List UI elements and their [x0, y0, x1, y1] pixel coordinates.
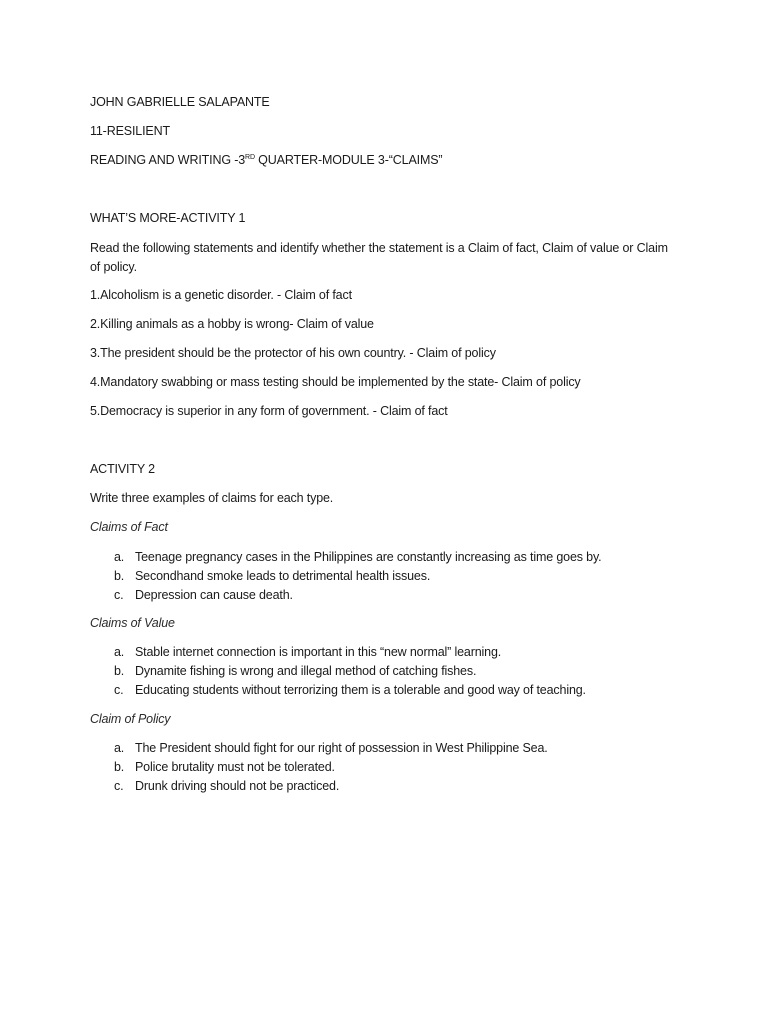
group-title-claim-of-policy: Claim of Policy — [90, 712, 171, 726]
list-marker: c. — [114, 779, 124, 793]
activity1-heading: WHAT’S MORE-ACTIVITY 1 — [90, 211, 246, 225]
list-marker: c. — [114, 588, 124, 602]
activity1-item: 4.Mandatory swabbing or mass testing should be implemented by the state- Claim of policy — [90, 375, 581, 389]
activity1-item: 3.The president should be the protector of his own country. - Claim of policy — [90, 346, 496, 360]
list-item-text: Secondhand smoke leads to detrimental health issues. — [135, 569, 431, 583]
activity2-heading: ACTIVITY 2 — [90, 462, 155, 476]
title-prefix: READING AND WRITING -3 — [90, 153, 246, 167]
activity1-item: 1.Alcoholism is a genetic disorder. - Claim of fact — [90, 288, 352, 302]
list-item-text: Depression can cause death. — [135, 588, 293, 602]
list-marker: b. — [114, 664, 125, 678]
activity1-item: 2.Killing animals as a hobby is wrong- Claim of value — [90, 317, 374, 331]
list-item-text: Police brutality must not be tolerated. — [135, 760, 335, 774]
list-marker: a. — [114, 645, 125, 659]
list-item-text: Teenage pregnancy cases in the Philippines are constantly increasing as time goes by. — [135, 550, 602, 564]
list-marker: b. — [114, 569, 125, 583]
list-item-text: Stable internet connection is important in this “new normal” learning. — [135, 645, 502, 659]
title-superscript: RD — [245, 154, 255, 161]
activity2-instruction: Write three examples of claims for each type. — [90, 491, 334, 505]
list-item-text: Drunk driving should not be practiced. — [135, 779, 340, 793]
list-marker: a. — [114, 741, 125, 755]
list-marker: a. — [114, 550, 125, 564]
list-item-text: The President should fight for our right of possession in West Philippine Sea. — [135, 741, 548, 755]
title-suffix: QUARTER-MODULE 3-“CLAIMS” — [254, 153, 443, 167]
activity1-item: 5.Democracy is superior in any form of government. - Claim of fact — [90, 404, 448, 418]
student-name: JOHN GABRIELLE SALAPANTE — [90, 95, 270, 109]
group-title-claims-of-value: Claims of Value — [90, 616, 175, 630]
document-title — [90, 152, 442, 168]
student-section: 11-RESILIENT — [90, 124, 170, 138]
list-marker: b. — [114, 760, 125, 774]
activity1-instruction: Read the following statements and identify whether the statement is a Claim of fact, Claim of value or Claim of policy. — [90, 241, 668, 274]
list-item-text: Educating students without terrorizing them is a tolerable and good way of teaching. — [135, 683, 586, 697]
list-item-text: Dynamite fishing is wrong and illegal method of catching fishes. — [135, 664, 477, 678]
list-marker: c. — [114, 683, 124, 697]
group-title-claims-of-fact: Claims of Fact — [90, 520, 168, 534]
